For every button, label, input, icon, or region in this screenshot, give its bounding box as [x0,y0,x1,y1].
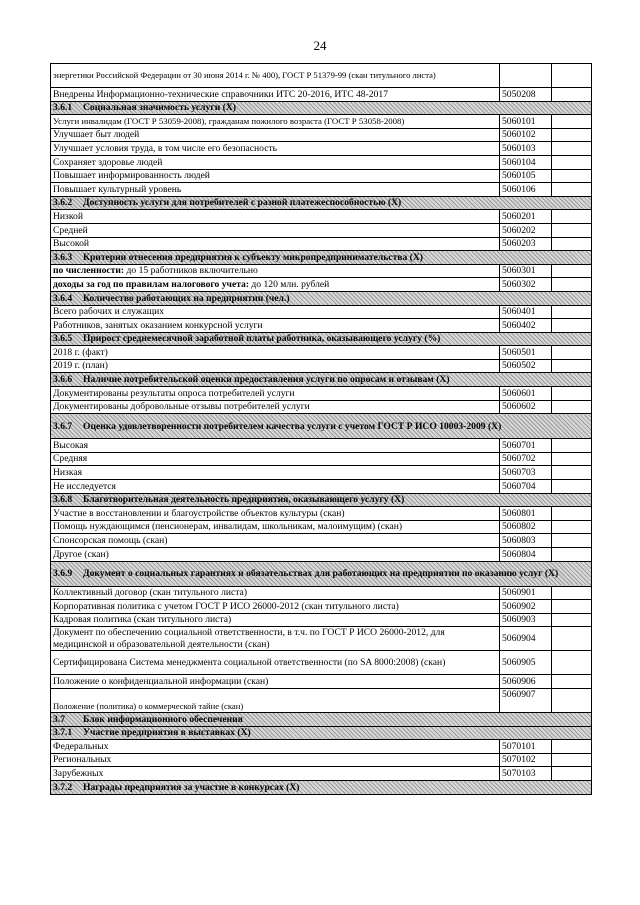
section-number: 3.7.1 [53,727,73,739]
section-title: Критерии отнесения предприятия к субъекту микропредпринимательства (X) [83,251,423,263]
table-row [51,548,592,562]
row-code: 5060103 [500,142,552,156]
value-cell[interactable] [552,278,592,292]
row-text: Участие в восстановлении и благоустройстве объектов культуры (скан) [51,507,500,521]
row-code: 5060904 [500,627,552,651]
row-code: 5060301 [500,264,552,278]
section-title: Награды предприятия за участие в конкурсах (X) [83,781,300,793]
row-code: 5060901 [500,586,552,600]
table-row [51,675,592,689]
table-row [51,115,592,129]
table-row [51,688,592,712]
value-cell[interactable] [552,346,592,360]
section-title: Блок информационного обеспечения [83,713,243,725]
table-row [51,466,592,480]
row-code: 5070103 [500,767,552,781]
row-text: Улучшает быт людей [51,128,500,142]
section-title: Количество работающих на предприятии (чел.) [83,292,290,304]
section-header [51,712,592,726]
value-cell[interactable] [552,223,592,237]
row-text: Сохраняет здоровье людей [51,155,500,169]
value-cell[interactable] [552,534,592,548]
row-code: 5060701 [500,439,552,453]
value-cell[interactable] [552,507,592,521]
value-cell[interactable] [552,359,592,373]
row-code: 5060907 [500,688,552,712]
row-text: Всего рабочих и служащих [51,305,500,319]
row-text: по численности: до 15 работников включительно [51,264,500,278]
value-cell[interactable] [552,586,592,600]
table-row [51,223,592,237]
row-text: Зарубежных [51,767,500,781]
value-cell[interactable] [552,183,592,197]
section-header [51,196,592,210]
table-row [51,740,592,754]
value-cell[interactable] [552,613,592,627]
section-number: 3.6.7 [53,420,73,432]
row-text: Услуги инвалидам (ГОСТ Р 53059-2008), гражданам пожилого возраста (ГОСТ Р 53058-2008) [51,115,500,129]
row-text: 2019 г. (план) [51,359,500,373]
row-text: доходы за год по правилам налогового учета: до 120 млн. рублей [51,278,500,292]
section-header [51,726,592,740]
table-row [51,305,592,319]
section-header [51,561,592,586]
row-text: Спонсорская помощь (скан) [51,534,500,548]
row-code: 5060902 [500,600,552,614]
row-text: Средней [51,223,500,237]
row-code: 5060106 [500,183,552,197]
row-code: 5070102 [500,753,552,767]
value-cell[interactable] [552,688,592,712]
value-cell[interactable] [552,452,592,466]
table-row [51,88,592,102]
section-header [51,291,592,305]
row-code: 5060703 [500,466,552,480]
section-title: Участие предприятия в выставках (X) [83,727,251,739]
value-cell[interactable] [552,675,592,689]
row-code: 5060401 [500,305,552,319]
section-number: 3.6.1 [53,102,73,114]
table-row [51,387,592,401]
row-text: Сертифицирована Система менеджмента социальной ответственности (по SA 8000:2008) (скан) [51,651,500,675]
row-text: Документированы результаты опроса потребителей услуги [51,387,500,401]
value-cell[interactable] [552,305,592,319]
row-code: 5060102 [500,128,552,142]
value-cell[interactable] [552,387,592,401]
section-title: Благотворительная деятельность предприятия, оказывающего услугу (X) [83,494,405,506]
table-row [51,400,592,414]
value-cell[interactable] [552,480,592,494]
row-text: Низкой [51,210,500,224]
row-code: 5060302 [500,278,552,292]
table-row [51,359,592,373]
row-text: Высокой [51,237,500,251]
row-code: 5060903 [500,613,552,627]
table-row [51,651,592,675]
table-row [51,753,592,767]
section-number: 3.6.8 [53,494,73,506]
row-code: 5060801 [500,507,552,521]
row-text: Высокая [51,439,500,453]
value-cell[interactable] [552,651,592,675]
row-text: Региональных [51,753,500,767]
row-text: Работников, занятых оказанием конкурсной услуги [51,319,500,333]
table-row [51,169,592,183]
table-row [51,613,592,627]
row-code [500,64,552,88]
row-text: Документированы добровольные отзывы потребителей услуги [51,400,500,414]
section-title: Оценка удовлетворенности потребителем качества услуги с учетом ГОСТ Р ИСО 10003-2009 (X) [83,420,502,432]
value-cell[interactable] [552,740,592,754]
table-row [51,767,592,781]
row-code: 5060502 [500,359,552,373]
table-row [51,480,592,494]
value-cell[interactable] [552,155,592,169]
row-code: 5060803 [500,534,552,548]
value-cell[interactable] [552,319,592,333]
row-code: 5060802 [500,520,552,534]
row-code: 5060702 [500,452,552,466]
row-text: Повышает культурный уровень [51,183,500,197]
section-header [51,101,592,115]
section-number: 3.7.2 [53,781,73,793]
row-code: 5060601 [500,387,552,401]
row-text: Документ по обеспечению социальной ответственности, в т.ч. по ГОСТ Р ИСО 26000-2012, для медицинской и образовательной деятельности (скан) [51,627,500,651]
table-row [51,346,592,360]
row-text: Положение (политика) о коммерческой тайне (скан) [51,688,500,712]
section-number: 3.7 [53,713,65,725]
row-code: 5060602 [500,400,552,414]
value-cell[interactable] [552,64,592,88]
row-text: Помощь нуждающимся (пенсионерам, инвалидам, школьникам, малоимущим) (скан) [51,520,500,534]
table-row [51,64,592,88]
section-title: Документ о социальных гарантиях и обязательствах для работающих на предприятии по оказанию услуг (X) [83,568,559,580]
row-text: Корпоративная политика с учетом ГОСТ Р ИСО 26000-2012 (скан титульного листа) [51,600,500,614]
form-table [50,63,592,795]
row-text: Федеральных [51,740,500,754]
table-row [51,520,592,534]
value-cell[interactable] [552,210,592,224]
value-cell[interactable] [552,142,592,156]
row-code: 5060905 [500,651,552,675]
value-cell[interactable] [552,767,592,781]
table-row [51,534,592,548]
value-cell[interactable] [552,400,592,414]
table-row [51,210,592,224]
row-text: Улучшает условия труда, в том числе его безопасность [51,142,500,156]
section-number: 3.6.2 [53,197,73,209]
row-code: 5060402 [500,319,552,333]
row-code: 5070101 [500,740,552,754]
row-text: Другое (скан) [51,548,500,562]
value-cell[interactable] [552,439,592,453]
table-row [51,142,592,156]
section-number: 3.6.9 [53,568,73,580]
table-row [51,507,592,521]
value-cell[interactable] [552,627,592,651]
table-row [51,264,592,278]
value-cell[interactable] [552,169,592,183]
value-cell[interactable] [552,753,592,767]
section-header [51,414,592,439]
row-text: Повышает информированность людей [51,169,500,183]
row-text: 2018 г. (факт) [51,346,500,360]
row-code: 5060704 [500,480,552,494]
value-cell[interactable] [552,264,592,278]
value-cell[interactable] [552,128,592,142]
table-row [51,627,592,651]
row-text: Коллективный договор (скан титульного листа) [51,586,500,600]
value-cell[interactable] [552,548,592,562]
table-row [51,439,592,453]
row-code: 5060804 [500,548,552,562]
row-code: 5060202 [500,223,552,237]
row-code: 5060906 [500,675,552,689]
table-row [51,183,592,197]
row-code: 5060104 [500,155,552,169]
section-header [51,780,592,794]
section-number: 3.6.4 [53,292,73,304]
value-cell[interactable] [552,600,592,614]
table-row [51,319,592,333]
row-text: Низкая [51,466,500,480]
table-row [51,452,592,466]
section-title: Доступность услуги для потребителей с разной платежеспособностью (X) [83,197,402,209]
section-title: Прирост среднемесячной заработной платы работника, оказывающего услугу (%) [83,333,441,345]
row-text: Положение о конфиденциальной информации (скан) [51,675,500,689]
table-row [51,278,592,292]
value-cell[interactable] [552,237,592,251]
row-text: Не исследуется [51,480,500,494]
value-cell[interactable] [552,466,592,480]
page-number: 24 [313,38,327,53]
section-title: Социальная значимость услуги (X) [83,102,236,114]
row-code: 5060201 [500,210,552,224]
value-cell[interactable] [552,520,592,534]
row-text: Средняя [51,452,500,466]
table-row [51,586,592,600]
section-header [51,332,592,346]
section-header [51,373,592,387]
row-code: 5060501 [500,346,552,360]
table-row [51,155,592,169]
value-cell[interactable] [552,115,592,129]
row-code: 5060105 [500,169,552,183]
row-code: 5050208 [500,88,552,102]
table-row [51,600,592,614]
row-text: энергетики Российской Федерации от 30 июня 2014 г. № 400), ГОСТ Р 51379-99 (скан титульного листа) [51,64,500,88]
row-code: 5060203 [500,237,552,251]
table-row [51,128,592,142]
row-code: 5060101 [500,115,552,129]
value-cell[interactable] [552,88,592,102]
row-text: Внедрены Информационно-технические справочники ИТС 20-2016, ИТС 48-2017 [51,88,500,102]
section-header [51,251,592,265]
row-text: Кадровая политика (скан титульного листа) [51,613,500,627]
section-number: 3.6.3 [53,251,73,263]
table-row [51,237,592,251]
section-header [51,493,592,507]
section-number: 3.6.5 [53,333,73,345]
section-title: Наличие потребительской оценки предоставления услуги по опросам и отзывам (X) [83,374,450,386]
section-number: 3.6.6 [53,374,73,386]
